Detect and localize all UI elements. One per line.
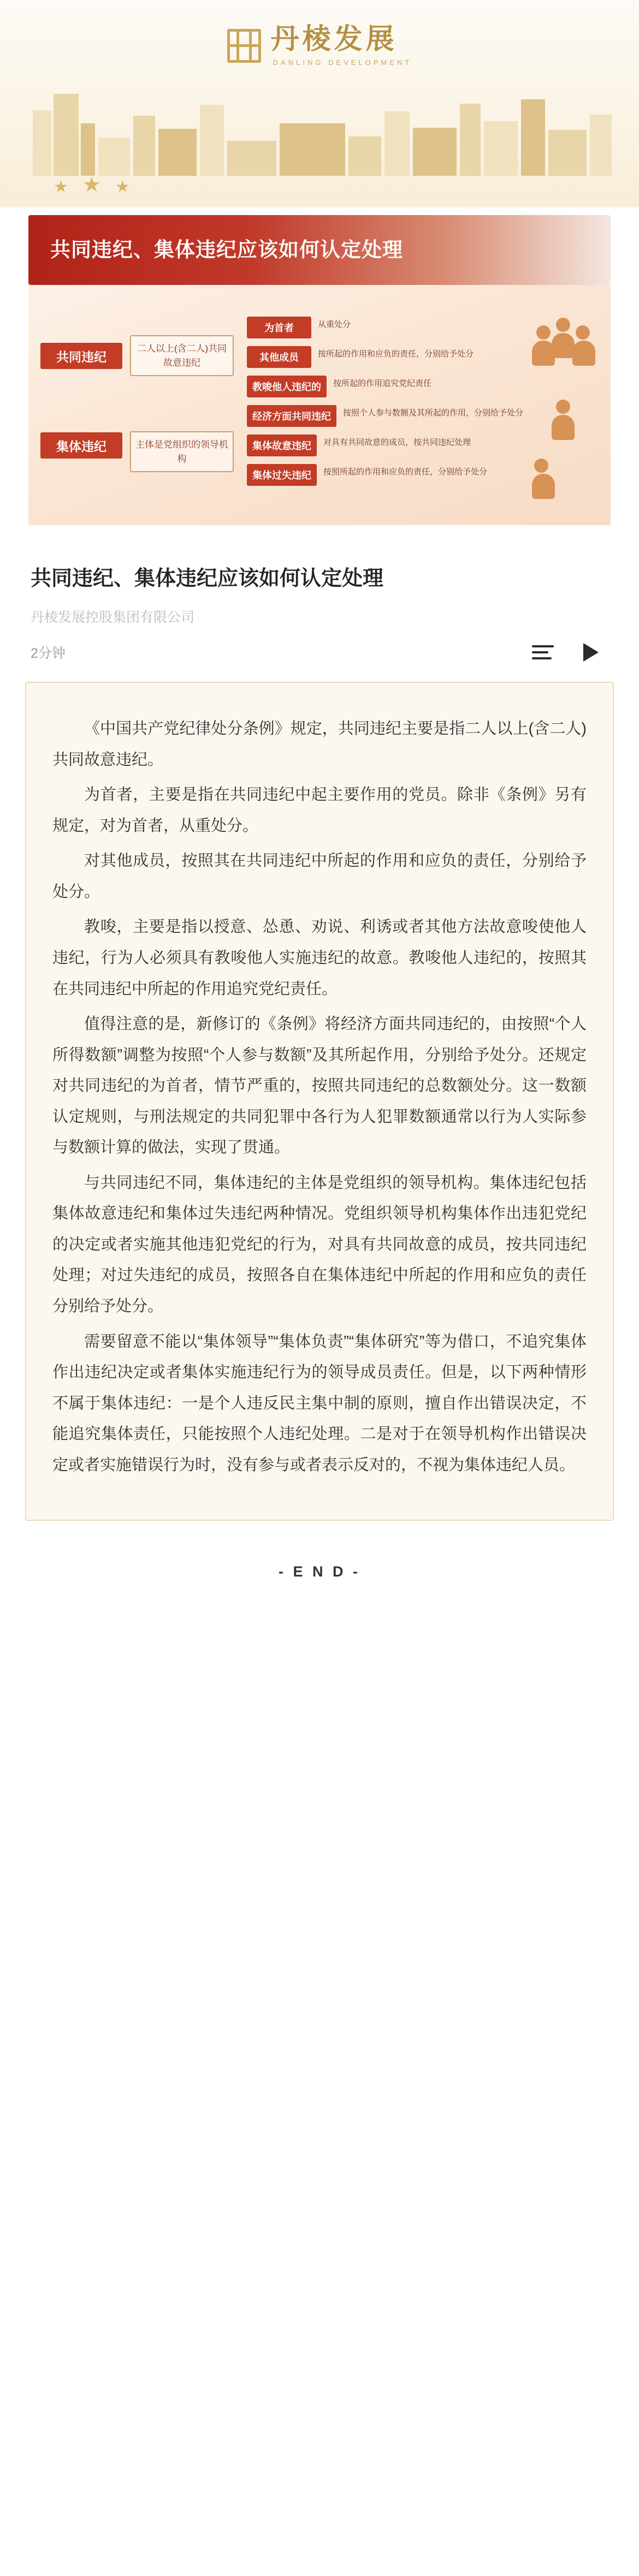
brand-logo-row [0, 25, 639, 67]
infographic-row-desc: 按照个人参与数额及其所起的作用，分别给予处分 [343, 408, 524, 418]
body-paragraph: 教唆，主要是指以授意、怂恿、劝说、利诱或者其他方法故意唆使他人违纪，行为人必须具有教唆他人实施违纪的故意。教唆他人违纪的，按照其在共同违纪中所起的作用追究党纪责任。 [52, 918, 587, 998]
infographic-row-desc: 按照所起的作用和应负的责任，分别给予处分 [323, 467, 488, 477]
skyline-illustration [0, 67, 639, 176]
infographic-row-desc: 按所起的作用追究党纪责任 [333, 379, 432, 388]
building-gate-icon [227, 29, 261, 63]
brand-banner [0, 0, 639, 207]
infographic-row [247, 346, 553, 368]
star-icon: ★ [54, 178, 68, 196]
infographic-row [247, 317, 553, 338]
brand-name-cn: 丹棱发展 [270, 24, 398, 55]
play-icon[interactable] [583, 643, 599, 662]
article-meta-row [31, 642, 608, 662]
stars-decoration [54, 175, 130, 195]
people-illustration-icon [532, 318, 597, 498]
body-paragraph: 《中国共产党纪律处分条例》规定，共同违纪主要是指二人以上(含二人)共同故意违纪。 [52, 720, 587, 769]
infographic-row-label: 集体故意违纪 [247, 435, 317, 456]
article-header [0, 525, 639, 662]
body-paragraph: 与共同违纪不同，集体违纪的主体是党组织的领导机构。集体违纪包括集体故意违纪和集体过失违纪两种情况。党组织领导机构集体作出违犯党纪的决定或者实施其他违犯党纪的行为，对具有共同故意的成员，按共同违纪处理；对过失违纪的成员，按照各自在集体违纪中所起的作用和应负的责任分别给予处分。 [52, 1174, 587, 1316]
star-icon: ★ [115, 178, 130, 196]
article-publisher: 丹棱发展控股集团有限公司 [31, 610, 195, 626]
infographic-tag-joint-violation: 共同违纪 [40, 343, 122, 369]
article-body [25, 682, 614, 1521]
infographic-rows [247, 317, 553, 493]
infographic-row [247, 376, 553, 397]
brand-text [271, 25, 412, 67]
infographic-row-label: 其他成员 [247, 346, 311, 368]
infographic-row-label: 为首者 [247, 317, 311, 338]
infographic-tag-collective-violation: 集体违纪 [40, 432, 122, 459]
infographic-row-desc: 对具有共同故意的成员，按共同违纪处理 [323, 438, 471, 447]
body-paragraph: 为首者，主要是指在共同违纪中起主要作用的党员。除非《条例》另有规定，对为首者，从重处分。 [52, 786, 587, 835]
infographic-row-desc: 从重处分 [318, 320, 351, 329]
infographic-row-label: 集体过失违纪 [247, 464, 317, 486]
end-mark: - E N D - [279, 1563, 360, 1580]
article-actions [532, 643, 608, 662]
body-paragraph: 值得注意的是，新修订的《条例》将经济方面共同违纪的，由按照“个人所得数额”调整为按照“个人参与数额”及其所起作用，分别给予处分。还规定对共同违纪的为首者，情节严重的，按照共同违纪的总数额处分。这一数额认定规则，与刑法规定的共同犯罪中各行为人犯罪数额通常以行为人实际参与数额计算的做法，实现了贯通。 [52, 1015, 587, 1157]
page-title: 共同违纪、集体违纪应该如何认定处理 [31, 567, 384, 590]
list-lines-icon[interactable] [532, 644, 554, 661]
headline-text: 共同违纪、集体违纪应该如何认定处理 [50, 239, 403, 261]
infographic-row [247, 405, 553, 427]
infographic-row [247, 435, 553, 456]
body-paragraph: 需要留意不能以“集体领导”“集体负责”“集体研究”等为借口，不追究集体作出违纪决定或者集体实施违纪行为的领导成员责任。但是，以下两种情形不属于集体违纪：一是个人违反民主集中制的原则，擅自作出错误决定，不能追究集体责任，只能按照个人违纪处理。二是对于在领导机构作出错误决定或者实施错误行为时，没有参与或者表示反对的，不视为集体违纪人员。 [52, 1332, 587, 1474]
infographic-definition-collective: 主体是党组织的领导机构 [130, 431, 234, 472]
body-paragraph: 对其他成员，按照其在共同违纪中所起的作用和应负的责任，分别给予处分。 [52, 852, 587, 901]
infographic-definition-joint: 二人以上(含二人)共同故意违纪 [130, 335, 234, 376]
infographic-row-desc: 按所起的作用和应负的责任，分别给予处分 [318, 349, 474, 359]
infographic-row-label: 经济方面共同违纪 [247, 405, 336, 427]
headline-banner [28, 215, 611, 285]
infographic-row [247, 464, 553, 486]
infographic [28, 285, 611, 525]
infographic-row-label: 教唆他人违纪的 [247, 376, 327, 397]
star-icon: ★ [82, 174, 101, 197]
brand-name-en: DANLING DEVELOPMENT [273, 58, 412, 67]
read-time-label: 2分钟 [31, 646, 66, 662]
